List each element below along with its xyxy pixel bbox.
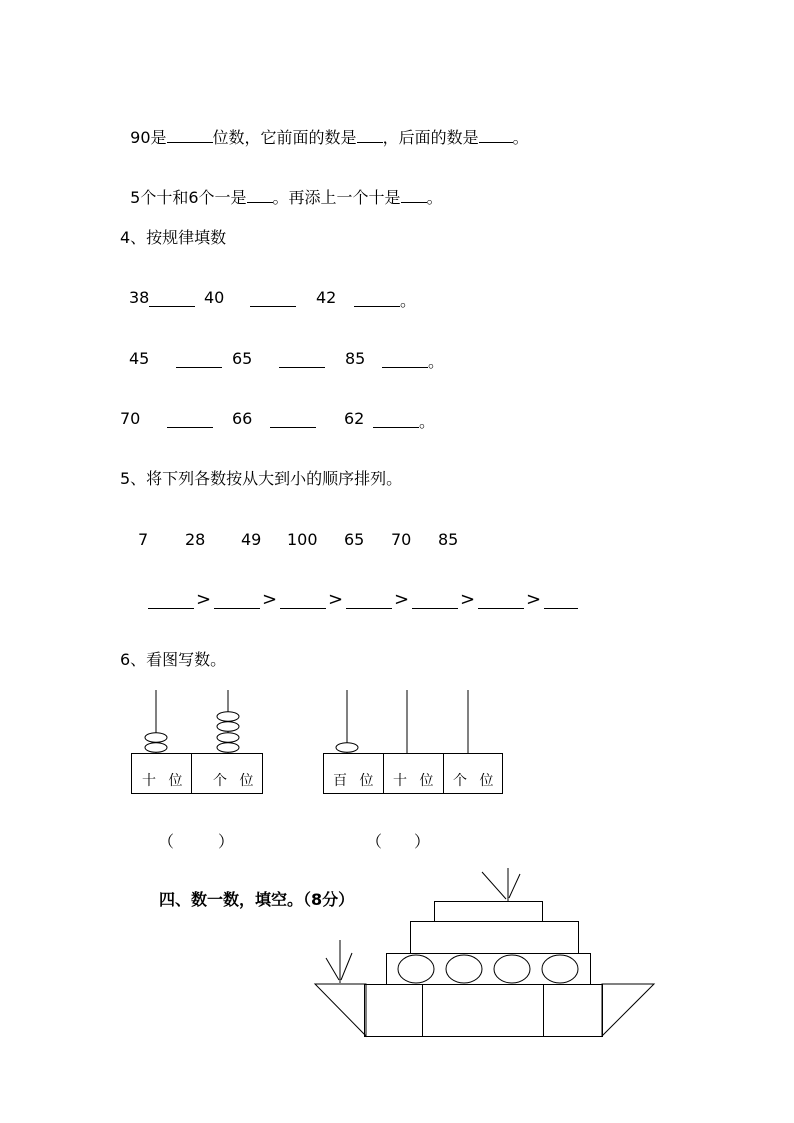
q5-number: 85 (438, 530, 459, 549)
answer-paren-close: ） (218, 832, 235, 851)
q-text-c: 。 (426, 188, 443, 207)
q-text-d: 。 (512, 128, 529, 147)
ship-figure (315, 868, 654, 1037)
q4-row2-n2: 65 (232, 349, 253, 368)
tens-label: 十 位 (393, 773, 438, 789)
q-text-a: 5个十和6个一是 (130, 188, 247, 207)
q6-title: 6、看图写数。 (120, 650, 227, 669)
gt-sign: > (460, 589, 476, 610)
q4-row3-n2: 66 (232, 409, 253, 428)
q4-row3-end: 。 (419, 412, 436, 431)
q4-row3-n3: 62 (344, 409, 365, 428)
q5-number: 65 (344, 530, 365, 549)
q4-row3-n1: 70 (120, 409, 141, 428)
q5-number: 100 (287, 530, 318, 549)
q4-title: 4、按规律填数 (120, 228, 227, 247)
q-text-c: ，后面的数是 (382, 128, 479, 147)
gt-sign: > (262, 589, 278, 610)
q5-title: 5、将下列各数按从大到小的顺序排列。 (120, 469, 403, 488)
q5-number: 7 (138, 530, 149, 549)
answer-space[interactable] (178, 829, 218, 849)
hundreds-label: 百 位 (333, 773, 378, 789)
tens-label: 十 位 (142, 773, 187, 789)
q5-number: 28 (185, 530, 206, 549)
q4-row2-n3: 85 (345, 349, 366, 368)
ones-label: 个 位 (453, 773, 498, 789)
q-text-b: 。再添上一个十是 (272, 188, 401, 207)
gt-sign: > (526, 589, 542, 610)
q4-row1-n2: 40 (204, 288, 225, 307)
q5-number: 70 (391, 530, 412, 549)
gt-sign: > (328, 589, 344, 610)
q-text-a: 90是 (130, 128, 167, 147)
q4-row1-n3: 42 (316, 288, 337, 307)
q4-row1-end: 。 (400, 291, 417, 310)
gt-sign: > (394, 589, 410, 610)
section-four-title: 四、数一数，填空。（8分） (159, 890, 355, 909)
gt-sign: > (196, 589, 212, 610)
q-text-b: 位数，它前面的数是 (212, 128, 357, 147)
q4-row2-end: 。 (428, 352, 445, 371)
answer-paren-open: （ (366, 832, 383, 851)
q4-row1-n1: 38 (129, 288, 150, 307)
q5-number: 49 (241, 530, 262, 549)
ones-label: 个 位 (213, 773, 258, 789)
answer-paren-open: （ (158, 832, 175, 851)
answer-paren-close: ） (414, 832, 431, 851)
q4-row2-n1: 45 (129, 349, 150, 368)
